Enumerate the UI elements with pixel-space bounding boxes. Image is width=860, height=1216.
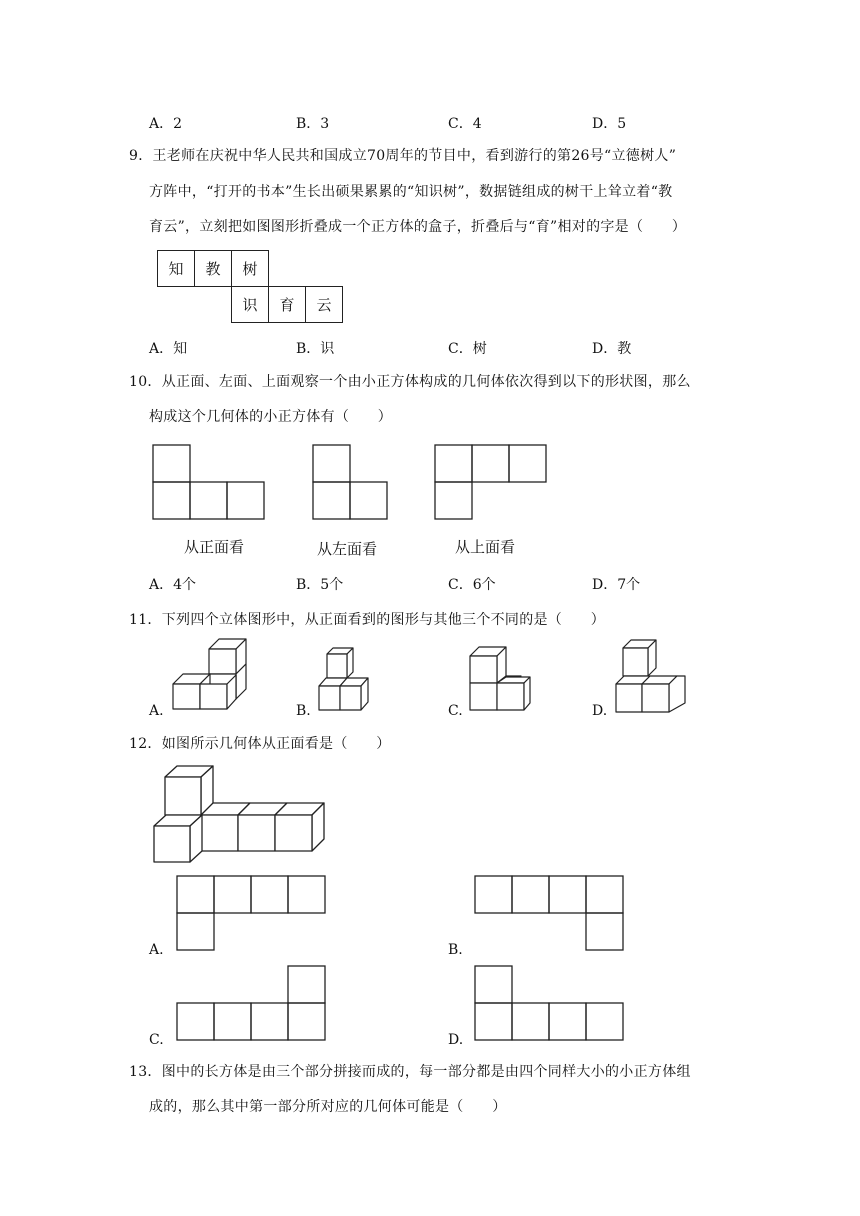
net-cell: 云 xyxy=(305,286,343,323)
q11-label-a: A. xyxy=(149,703,164,719)
q11-label-b: B. xyxy=(296,703,311,719)
q8-option-a: A．2 xyxy=(149,116,183,132)
q12-label-a: A. xyxy=(149,942,164,958)
net-cell: 教 xyxy=(194,250,232,287)
net-cell: 树 xyxy=(231,250,269,287)
q13-text-line-1: 13．图中的长方体是由三个部分拼接而成的，每一部分都是由四个同样大小的小正方体组 xyxy=(129,1064,691,1080)
q9-text-line-1: 9．王老师在庆祝中华人民共和国成立70周年的节目中，看到游行的第26号“立德树人” xyxy=(129,148,677,164)
q10-option-d: D．7个 xyxy=(592,577,641,593)
q11-label-d: D. xyxy=(592,703,608,719)
q11-label-c: C. xyxy=(448,703,463,719)
q13-text-line-2: 成的，那么其中第一部分所对应的几何体可能是（ ） xyxy=(149,1099,507,1115)
q9-option-c: C．树 xyxy=(448,341,487,357)
q10-text-line-1: 10．从正面、左面、上面观察一个由小正方体构成的几何体依次得到以下的形状图，那么 xyxy=(129,374,691,390)
q10-option-c: C．6个 xyxy=(448,577,496,593)
caption-front-view: 从正面看 xyxy=(184,538,245,556)
q9-option-a: A．知 xyxy=(149,341,188,357)
q9-text-line-2: 方阵中，“打开的书本”生长出硕果累累的“知识树”，数据链组成的树干上耸立着“教 xyxy=(149,184,673,200)
q10-option-b: B．5个 xyxy=(296,577,344,593)
q9-option-d: D．教 xyxy=(592,341,632,357)
q10-text-line-2: 构成这个几何体的小正方体有（ ） xyxy=(149,409,393,425)
q9-text-line-3: 育云”，立刻把如图图形折叠成一个正方体的盒子，折叠后与“育”相对的字是（ ） xyxy=(149,219,687,235)
caption-left-view: 从左面看 xyxy=(317,540,378,558)
net-cell: 育 xyxy=(268,286,306,323)
q12-text: 12．如图所示几何体从正面看是（ ） xyxy=(129,736,391,752)
q8-option-d: D．5 xyxy=(592,116,627,132)
q12-label-d: D. xyxy=(448,1032,464,1048)
q10-option-a: A．4个 xyxy=(149,577,197,593)
q9-option-b: B．识 xyxy=(296,341,335,357)
q8-option-b: B．3 xyxy=(296,116,330,132)
q12-label-c: C. xyxy=(149,1032,164,1048)
q12-label-b: B. xyxy=(448,942,463,958)
net-cell: 知 xyxy=(157,250,195,287)
caption-top-view: 从上面看 xyxy=(455,538,516,556)
q8-option-c: C．4 xyxy=(448,116,482,132)
q11-text: 11．下列四个立体图形中，从正面看到的图形与其他三个不同的是（ ） xyxy=(129,612,606,628)
net-cell: 识 xyxy=(231,286,269,323)
